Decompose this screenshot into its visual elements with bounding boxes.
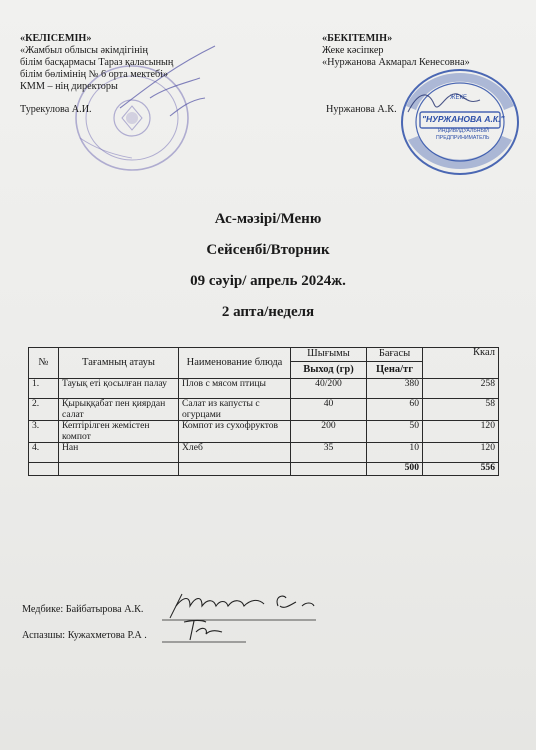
row-name-kz: Кептірілген жемістен компот [59,421,179,443]
row-name-ru: Салат из капусты с огурцами [179,399,291,421]
row-yield: 40 [291,399,367,421]
approve-line-2: «Нуржанова Акмарал Кенесовна» [322,57,470,68]
col-header-yield-ru: Выход (гр) [291,362,367,379]
agree-signer: Турекулова А.И. [20,104,92,115]
col-header-price-ru: Цена/тг [367,362,423,379]
agree-line-2: білім басқармасы Тараз қаласының [20,57,174,68]
row-name-kz: Қырыққабат пен қиярдан салат [59,399,179,421]
total-price: 500 [367,463,423,476]
row-yield: 200 [291,421,367,443]
row-name-ru: Плов с мясом птицы [179,379,291,399]
totals-row [29,463,499,476]
stamp-name: "НУРЖАНОВА А.К." [422,114,505,124]
row-yield: 35 [291,443,367,463]
approve-heading: «БЕКІТЕМІН» [322,33,393,44]
row-name-ru: Компот из сухофруктов [179,421,291,443]
row-price: 380 [367,379,423,399]
agree-line-1: «Жамбыл облысы әкімдігінің [20,45,148,56]
cook-signer: Аспазшы: Кужахметова Р.А . [22,630,147,641]
col-header-yield-kz: Шығымы [291,348,367,362]
date-title: 09 сәуір/ апрель 2024ж. [190,273,346,289]
row-name-kz: Тауық еті қосылған палау [59,379,179,399]
approve-signer: Нуржанова А.К. [326,104,397,115]
row-num: 1. [29,379,59,399]
row-num: 4. [29,443,59,463]
agree-line-3: білім бөлімінің № 6 орта мектебі» [20,69,169,80]
table-row [29,379,499,399]
row-kcal: 258 [423,379,499,399]
row-kcal: 120 [423,421,499,443]
entrepreneur-signature-icon [404,82,484,122]
day-title: Сейсенбі/Вторник [206,242,330,258]
col-header-num: № [29,348,59,379]
row-price: 10 [367,443,423,463]
stamp-label: ЖЕКЕ [450,95,468,101]
agree-heading: «КЕЛІСЕМІН» [20,33,92,44]
table-row [29,399,499,421]
stamp-inner-1: ИНДИВИДУАЛЬНЫЙ [438,128,489,134]
row-kcal: 58 [423,399,499,421]
medic-signer: Медбике: Байбатырова А.К. [22,604,144,615]
col-header-kcal: Ккал [423,348,499,379]
row-kcal: 120 [423,443,499,463]
agree-line-4: КММ – нің директоры [20,81,118,92]
approve-line-1: Жеке кәсіпкер [322,45,384,56]
row-price: 60 [367,399,423,421]
col-header-price-kz: Бағасы [367,348,423,362]
row-num: 2. [29,399,59,421]
col-header-name-kz: Тағамның атауы [59,348,179,379]
menu-title: Ас-мәзірі/Меню [214,211,322,227]
col-header-name-ru: Наименование блюда [179,348,291,379]
row-name-kz: Нан [59,443,179,463]
table-row [29,421,499,443]
row-name-ru: Хлеб [179,443,291,463]
row-num: 3. [29,421,59,443]
week-title: 2 апта/неделя [221,304,315,320]
table-row [29,443,499,463]
row-yield: 40/200 [291,379,367,399]
total-kcal: 556 [423,463,499,476]
row-price: 50 [367,421,423,443]
stamp-inner-2: ПРЕДПРИНИМАТЕЛЬ [436,135,490,141]
cook-signature-icon [160,616,250,644]
menu-table [28,347,499,476]
